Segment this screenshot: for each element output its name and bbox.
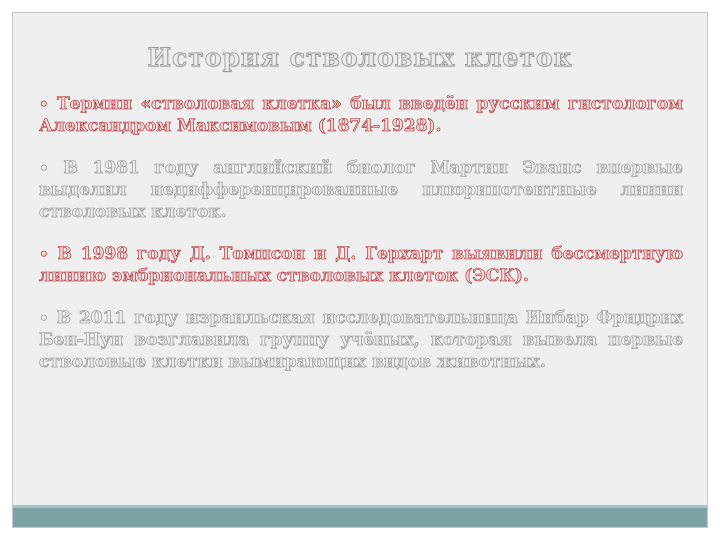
bullet-text: В 1998 году Д. Томпсон и Д. Герхарт выявили бессмертную линию эмбриональных стволовых клеток (ЭСК). (39, 244, 684, 286)
bullet-marker: • (39, 159, 49, 177)
bullet-item (39, 93, 683, 137)
bullet-text: В 2011 году израильская исследовательница Инбар Фридрих Бен-Нун возглавила группу учёных, которая вывела первые стволовые клетки вымирающих видов животных. (39, 308, 683, 372)
bullet-item (39, 157, 683, 223)
footer-bar (13, 505, 707, 527)
bullet-marker: • (39, 245, 49, 263)
footer-highlight-strip (13, 505, 707, 508)
bullet-marker: • (39, 95, 49, 113)
bullet-marker: • (39, 309, 49, 327)
bullet-item (39, 243, 683, 287)
slide-title: История стволовых клеток (147, 43, 573, 72)
slide (12, 12, 708, 528)
bullet-item (39, 307, 683, 373)
bullet-list (39, 93, 683, 393)
bullet-text: В 1981 году английский биолог Мартин Эванс впервые выделил недифференцированные плюрипотентные линии стволовых клеток. (39, 158, 683, 222)
bullet-text: Термин «стволовая клетка» был введён русским гистологом Александром Максимовым (1874-1928). (39, 94, 683, 136)
